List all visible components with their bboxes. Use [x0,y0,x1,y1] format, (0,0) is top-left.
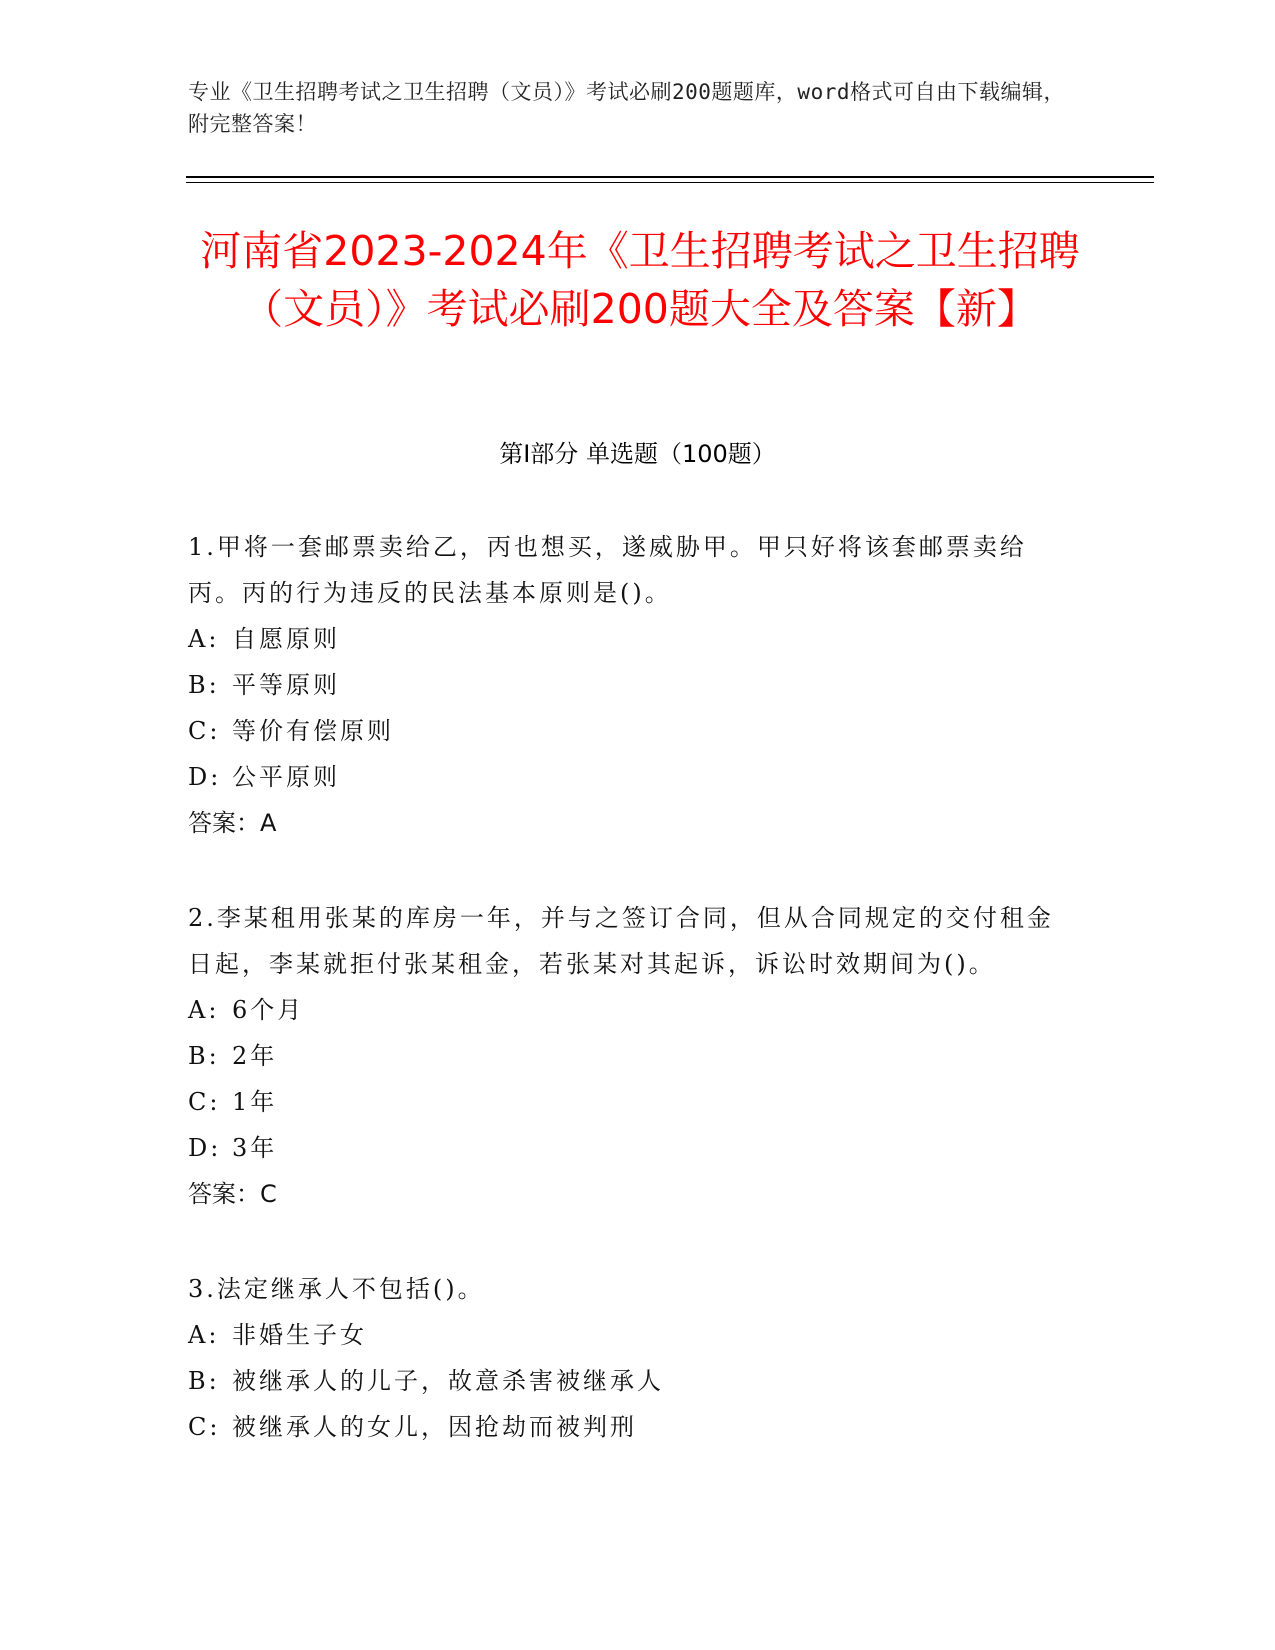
option-letter: A: [188,996,220,1024]
question-3 [188,1266,1078,1450]
option-letter: C: [188,717,221,745]
option-d [188,1125,1078,1171]
option-letter: C: [188,1088,221,1116]
answer-line: 答案：C [188,1180,277,1208]
option-c [188,708,1078,754]
answer-line: 答案：A [188,809,277,837]
option-letter: B: [188,1042,220,1070]
option-text: 自愿原则 [232,625,340,653]
option-letter: C: [188,1413,221,1441]
option-b [188,662,1078,708]
option-text: 2年 [232,1042,278,1070]
option-b [188,1033,1078,1079]
option-letter: A: [188,1321,220,1349]
option-letter: D: [188,763,222,791]
option-a [188,987,1078,1033]
option-text: 等价有偿原则 [232,717,394,745]
option-b [188,1358,1078,1404]
option-letter: D: [188,1134,222,1162]
option-text: 公平原则 [232,763,340,791]
option-c [188,1079,1078,1125]
question-1 [188,524,1078,846]
option-letter: B: [188,671,220,699]
option-text: 6个月 [232,996,305,1024]
option-text: 3年 [232,1134,278,1162]
option-text: 非婚生子女 [232,1321,367,1349]
section-title: 第Ⅰ部分 单选题（100题） [499,440,776,468]
question-stem: 2.李某租用张某的库房一年，并与之签订合同，但从合同规定的交付租金日起，李某就拒付张某租金，若张某对其起诉，诉讼时效期间为()。 [188,904,1054,978]
question-list [188,524,1078,1499]
option-letter: A: [188,625,220,653]
header-divider-thick [186,176,1154,178]
option-a [188,1312,1078,1358]
option-a [188,616,1078,662]
question-stem: 3.法定继承人不包括()。 [188,1275,485,1303]
option-d [188,754,1078,800]
option-letter: B: [188,1367,220,1395]
header-note: 专业《卫生招聘考试之卫生招聘（文员）》考试必刷200题题库，word格式可自由下载编辑，附完整答案！ [188,80,1065,136]
option-text: 平等原则 [232,671,340,699]
question-stem: 1.甲将一套邮票卖给乙，丙也想买，遂威胁甲。甲只好将该套邮票卖给丙。丙的行为违反的民法基本原则是()。 [188,533,1027,607]
question-2 [188,895,1078,1217]
option-text: 1年 [232,1088,278,1116]
header-divider-thin [186,182,1154,183]
document-title: 河南省2023-2024年《卫生招聘考试之卫生招聘（文员）》考试必刷200题大全及答案【新】 [200,227,1080,333]
option-text: 被继承人的女儿，因抢劫而被判刑 [232,1413,637,1441]
option-c [188,1404,1078,1450]
option-text: 被继承人的儿子，故意杀害被继承人 [232,1367,664,1395]
